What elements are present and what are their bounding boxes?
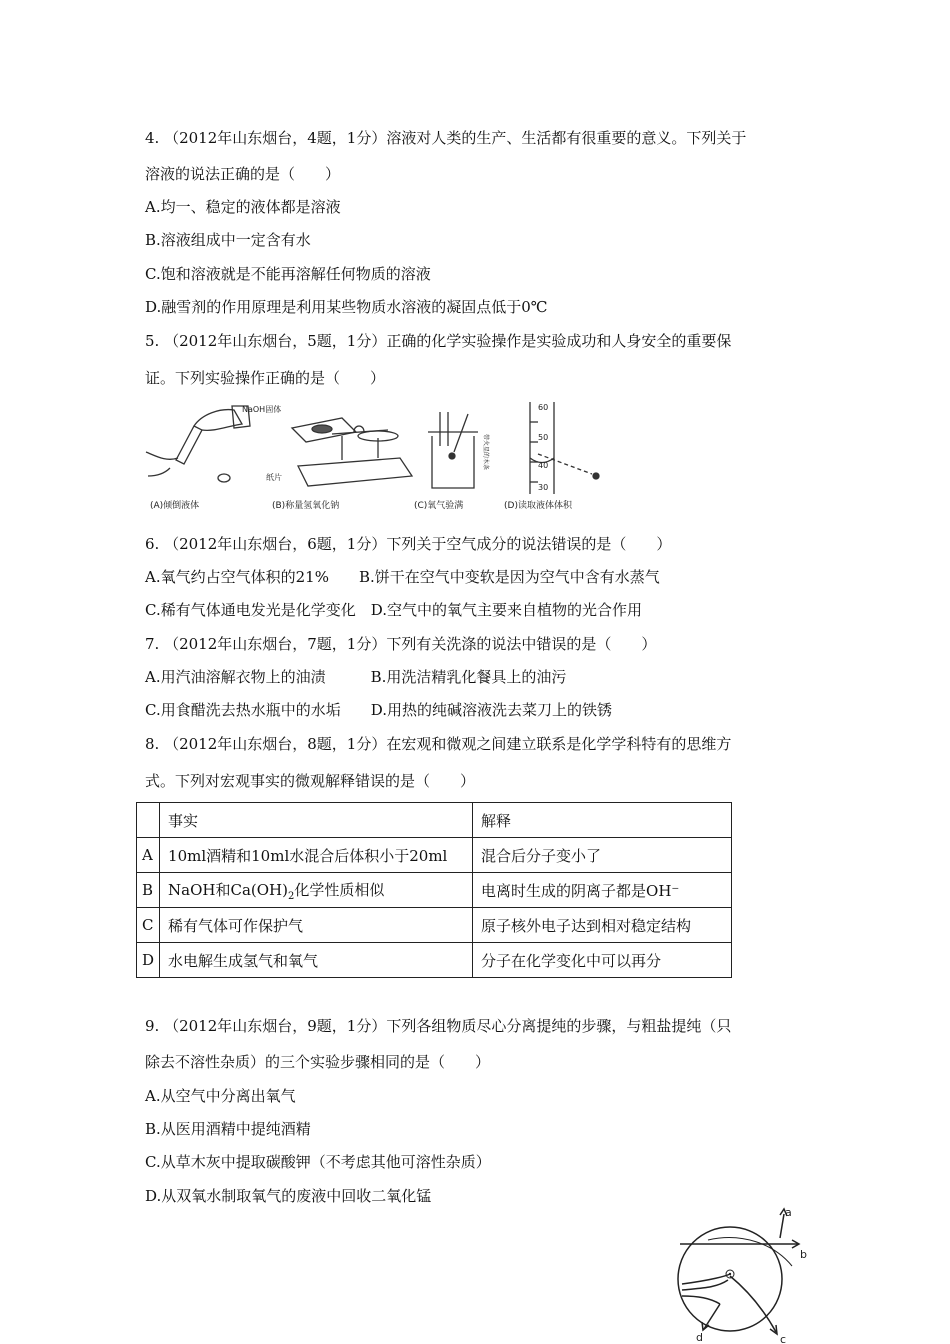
q5-stem-line1: 5. （2012年山东烟台，5题，1分）正确的化学实验操作是实验成功和人身安全的重要保: [145, 332, 732, 350]
q4-stem-line2: 溶液的说法正确的是（ ）: [145, 165, 341, 183]
particle-scattering-figure: [672, 1204, 822, 1344]
q4-option-a: A.均一、稳定的液体都是溶液: [145, 198, 341, 216]
pouring-liquid-drawing: [146, 406, 250, 482]
row-fact: [160, 873, 473, 908]
q7-options-cd: C.用食醋洗去热水瓶中的水垢 D.用热的纯碱溶液洗去菜刀上的铁锈: [145, 701, 612, 719]
caption-d: (D)读取液体体积: [504, 501, 572, 511]
row-label: B: [137, 873, 160, 908]
q4-stem-line1: 4. （2012年山东烟台，4题，1分）溶液对人类的生产、生活都有很重要的意义。下列关于: [145, 129, 747, 147]
balance-drawing: [292, 418, 412, 486]
oxygen-check-drawing: [428, 412, 478, 488]
caption-c: (C)氧气验满: [414, 501, 464, 511]
naoh-label: NaOH固体: [242, 405, 282, 414]
table-header-blank: [137, 803, 160, 838]
row-fact: 稀有气体可作保护气: [160, 908, 473, 943]
row-fact-subscript: 2: [287, 890, 295, 902]
table-row: [137, 838, 732, 873]
q5-stem-line2: 证。下列实验操作正确的是（ ）: [145, 369, 386, 387]
row-explain: 分子在化学变化中可以再分: [473, 943, 732, 978]
q5-experiment-figure: [142, 396, 612, 514]
table-header-fact: 事实: [160, 803, 473, 838]
table-header-explain: 解释: [473, 803, 732, 838]
q4-option-c: C.饱和溶液就是不能再溶解任何物质的溶液: [145, 265, 431, 283]
q4-option-d: D.融雪剂的作用原理是利用某些物质水溶液的凝固点低于0℃: [145, 298, 548, 316]
q8-stem-line1: 8. （2012年山东烟台，8题，1分）在宏观和微观之间建立联系是化学学科特有的思维方: [145, 735, 732, 753]
q4-option-b: B.溶液组成中一定含有水: [145, 231, 311, 249]
tick-30: 30: [538, 483, 549, 492]
q6-options-ab: A.氧气约占空气体积的21% B.饼干在空气中变软是因为空气中含有水蒸气: [145, 568, 660, 586]
label-b: b: [800, 1248, 807, 1261]
row-label: C: [137, 908, 160, 943]
graduated-cylinder-drawing: [530, 402, 599, 494]
row-fact-post: 化学性质相似: [294, 880, 385, 899]
label-d: d: [696, 1331, 703, 1344]
row-label: A: [137, 838, 160, 873]
q9-option-d: D.从双氧水制取氧气的废液中回收二氧化锰: [145, 1187, 432, 1205]
paper-label: 纸片: [266, 473, 282, 482]
label-a: a: [785, 1206, 792, 1219]
table-row: [137, 943, 732, 978]
q7-options-ab: A.用汽油溶解衣物上的油渍 B.用洗洁精乳化餐具上的油污: [145, 668, 567, 686]
splint-label: 带火星的木条: [482, 434, 489, 471]
label-c: c: [780, 1333, 787, 1344]
table-row: [137, 908, 732, 943]
caption-b: (B)称量氢氧化钠: [272, 501, 340, 511]
row-fact-pre: NaOH和Ca(OH): [168, 880, 288, 899]
q9-option-c: C.从草木灰中提取碳酸钾（不考虑其他可溶性杂质）: [145, 1153, 491, 1171]
row-fact: 水电解生成氢气和氧气: [160, 943, 473, 978]
row-fact: 10ml酒精和10ml水混合后体积小于20ml: [160, 838, 473, 873]
q6-stem: 6. （2012年山东烟台，6题，1分）下列关于空气成分的说法错误的是（ ）: [145, 535, 672, 553]
q9-stem-line1: 9. （2012年山东烟台，9题，1分）下列各组物质尽心分离提纯的步骤，与粗盐提纯（只: [145, 1017, 732, 1035]
table-header-row: [137, 803, 732, 838]
q8-stem-line2: 式。下列对宏观事实的微观解释错误的是（ ）: [145, 772, 476, 790]
q9-stem-line2: 除去不溶性杂质）的三个实验步骤相同的是（ ）: [145, 1053, 491, 1071]
row-explain: 电离时生成的阴离子都是OH⁻: [473, 873, 732, 908]
q7-stem: 7. （2012年山东烟台，7题，1分）下列有关洗涤的说法中错误的是（ ）: [145, 635, 657, 653]
q8-table: [136, 802, 732, 978]
q9-option-a: A.从空气中分离出氧气: [145, 1087, 296, 1105]
tick-50: 50: [538, 433, 549, 442]
row-explain: 原子核外电子达到相对稳定结构: [473, 908, 732, 943]
tick-40: 40: [538, 461, 549, 470]
row-explain: 混合后分子变小了: [473, 838, 732, 873]
caption-a: (A)倾倒液体: [150, 501, 200, 511]
table-row: [137, 873, 732, 908]
tick-60: 60: [538, 403, 549, 412]
q9-option-b: B.从医用酒精中提纯酒精: [145, 1120, 311, 1138]
row-label: D: [137, 943, 160, 978]
q6-options-cd: C.稀有气体通电发光是化学变化 D.空气中的氧气主要来自植物的光合作用: [145, 601, 642, 619]
